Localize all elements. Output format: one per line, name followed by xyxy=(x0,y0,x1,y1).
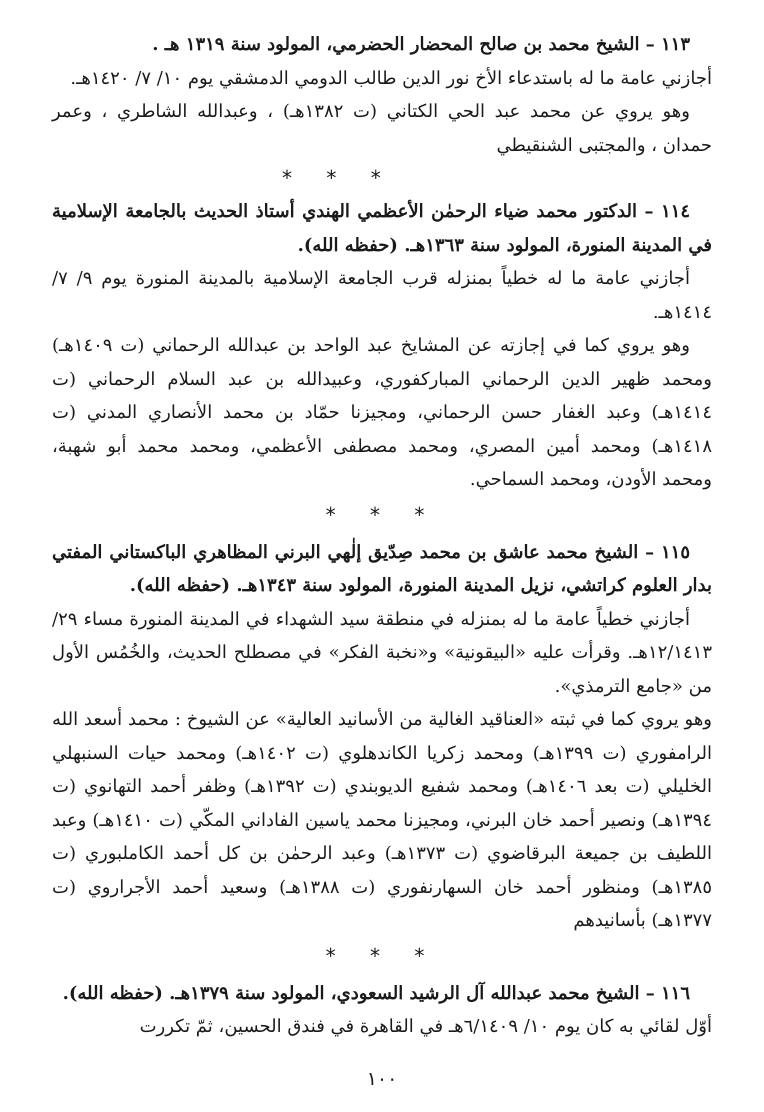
entry-115-ijaza: أجازني خطياً عامة ما له بمنزله في منطقة سيد الشهداء في المدينة المنورة مساء ٢٩/ ١٢/١٤١٣هـ. وقرأت عليه «البيقونية» و«نخبة الفكر» في مصطلح الحديث، والخُمُس الأول من «جامع الترمذي». xyxy=(52,608,713,697)
entry-114-ijaza: أجازني عامة ما له خطياً بمنزله قرب الجامعة الإسلامية بالمدينة المنورة يوم ٩/ ٧/ ١٤١٤هـ. xyxy=(52,268,712,323)
separator-stars: * * * xyxy=(325,502,439,527)
entry-115-heading: ١١٥ – الشيخ محمد عاشق بن محمد صِدّيق إلٰهي البرني المظاهري الباكستاني المفتي بدار العلوم كراتشي، نزيل المدينة المنورة، المولود سنة ١٣٤٣هـ. (حفظه الله). xyxy=(52,541,712,596)
page-body xyxy=(52,28,712,1044)
separator-stars: * * * xyxy=(282,166,395,190)
entry-114 xyxy=(52,195,712,532)
entry-114-heading: ١١٤ – الدكتور محمد ضياء الرحمٰن الأعظمي الهندي أستاذ الحديث بالجامعة الإسلامية في المدينة المنورة، المولود سنة ١٣٦٣هـ. (حفظه الله). xyxy=(52,201,712,256)
entry-113-ijaza: أجازني عامة ما له باستدعاء الأخ نور الدين طالب الدومي الدمشقي يوم ١٠/ ٧/ ١٤٢٠هـ. xyxy=(70,67,712,89)
entry-114-riwaya: وهو يروي كما في إجازته عن المشايخ عبد الواحد بن عبدالله الرحماني (ت ١٤٠٩هـ) ومحمد ظهير الدين الرحماني المباركفوري، وعبيدالله بن عبد السلام الرحماني (ت ١٤١٤هـ) وعبد الغفار حسن الرحماني، ومجيزنا حمّاد بن محمد الأنصاري المدني (ت ١٤١٨هـ) ومحمد أمين المصري، ومحمد مصطفى الأعظمي، ومحمد محمد أبو شهبة، ومحمد الأودن، ومحمد السماحي. xyxy=(52,335,712,490)
entry-116-heading: ١١٦ – الشيخ محمد عبدالله آل الرشيد السعودي، المولود سنة ١٣٧٩هـ. (حفظه الله). xyxy=(62,982,690,1004)
entry-113 xyxy=(52,28,712,195)
separator-stars: * * * xyxy=(325,943,439,968)
entry-115-riwaya: وهو يروي كما في ثبته «العناقيد الغالية من الأسانيد العالية» عن الشيوخ : محمد أسعد الله الرامفوري (ت ١٣٩٩هـ) ومحمد زكريا الكاندهلوي (ت ١٤٠٢هـ) ومحمد حيات السنبهلي الخليلي (ت بعد ١٤٠٦هـ) ومحمد شفيع الديوبندي (ت ١٣٩٢هـ) وظفر أحمد التهانوي (ت ١٣٩٤هـ) ونصير أحمد خان البرني، ومجيزنا محمد ياسين الفاداني المكّي (ت ١٤١٠هـ) وعبد اللطيف بن جميعة البرقاضوي (ت ١٣٧٣هـ) وعبد الرحمٰن بن كل أحمد الكاملبوري (ت ١٣٨٥هـ) ومنظور أحمد خان السهارنفوري (ت ١٣٨٨هـ) وسعيد أحمد الأجراروي (ت ١٣٧٧هـ) بأسانيدهم xyxy=(52,709,713,931)
page-number: ١٠٠ xyxy=(366,1068,398,1090)
entry-113-riwaya: وهو يروي عن محمد عبد الحي الكتاني (ت ١٣٨٢هـ) ، وعبدالله الشاطري ، وعمر حمدان ، والمجتبى الشنقيطي xyxy=(52,101,712,156)
entry-115 xyxy=(52,536,712,973)
entry-116-first-meeting: أوّل لقائي به كان يوم ١٠/ ٦/١٤٠٩هـ في القاهرة في فندق الحسين، ثمّ تكررت xyxy=(139,1016,712,1037)
entry-113-heading: ١١٣ – الشيخ محمد بن صالح المحضار الحضرمي، المولود سنة ١٣١٩ هـ . xyxy=(152,34,690,55)
entry-116 xyxy=(52,977,712,1044)
